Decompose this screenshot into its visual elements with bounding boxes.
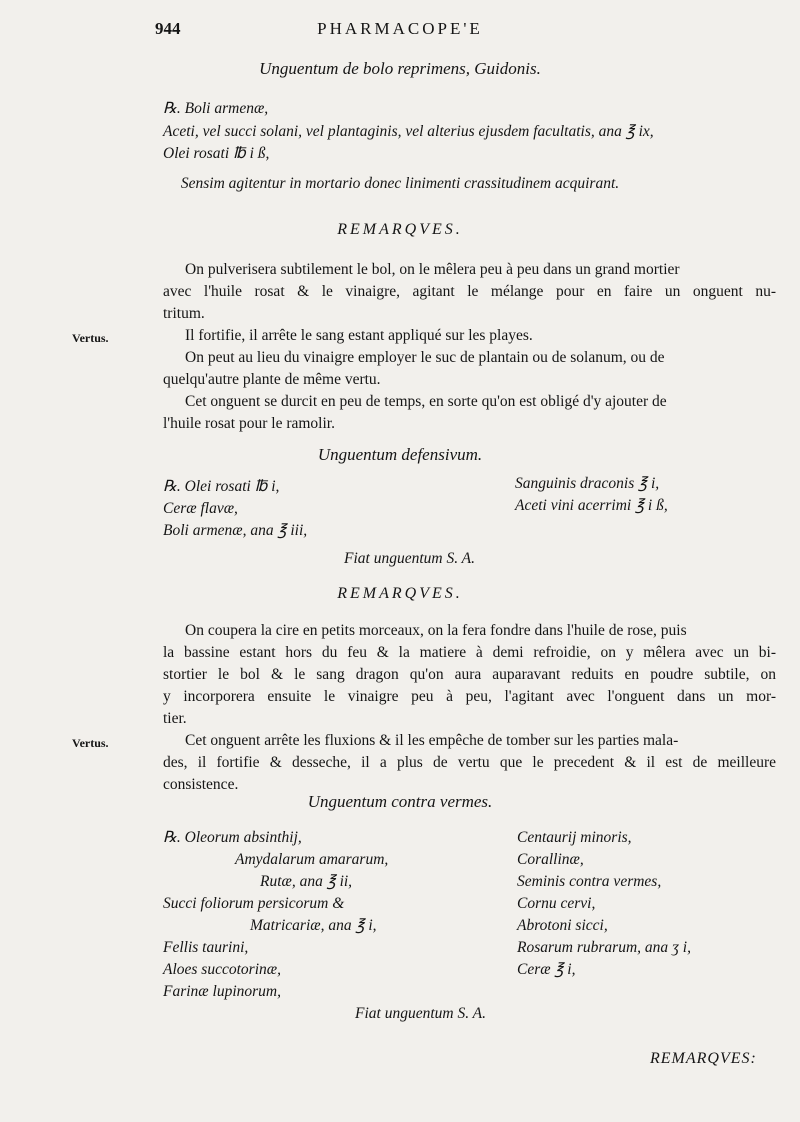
paragraph-line: la bassine estant hors du feu & la matiere à demi refroidie, on y mêlera avec un bi- [163, 644, 776, 661]
running-title: PHARMACOPE'E [317, 19, 483, 38]
paragraph-line: Cet onguent se durcit en peu de temps, en sorte qu'on est obligé d'y ajouter de [185, 393, 667, 410]
ingredient-line: Amydalarum amararum, [235, 851, 389, 868]
catchword: REMARQVES: [650, 1050, 757, 1067]
ingredient-line: ℞. Olei rosati ℔ i, [163, 478, 280, 495]
ingredient-line: Succi foliorum persicorum & [163, 895, 345, 912]
paragraph-line: des, il fortifie & desseche, il a plus de vertu que le precedent & il est de meilleure [163, 754, 776, 771]
fiat-line: Fiat unguentum S. A. [344, 550, 476, 567]
ingredient-line: ℞. Oleorum absinthij, [163, 829, 302, 846]
paragraph-line: stortier le bol & le sang dragon qu'on aura auparavant reduits en poudre subtile, on [163, 666, 776, 683]
paragraph-line: Cet onguent arrête les fluxions & il les empêche de tomber sur les parties mala- [185, 732, 679, 749]
paragraph-line: consistence. [163, 776, 239, 793]
paragraph-line: y incorporera ensuite le vinaigre peu à peu, l'agitant avec l'onguent dans un mor- [163, 688, 776, 705]
recipe-title: Unguentum de bolo reprimens, Guidonis. [259, 59, 541, 78]
ingredient-line: Farinæ lupinorum, [163, 983, 281, 1000]
remarks-heading: REMARQVES. [337, 585, 463, 602]
margin-label: Vertus. [72, 736, 109, 750]
recipe-title: Unguentum defensivum. [317, 445, 483, 464]
ingredient-line: Sanguinis draconis ℥ i, [515, 475, 660, 492]
ingredient-line: Cornu cervi, [517, 895, 596, 912]
paragraph-line: l'huile rosat pour le ramolir. [163, 415, 335, 432]
paragraph-line: tritum. [163, 305, 205, 322]
paragraph-line: Il fortifie, il arrête le sang estant appliqué sur les playes. [185, 327, 533, 344]
margin-label: Vertus. [72, 331, 109, 345]
ingredient-line: Boli armenæ, ana ℥ iii, [163, 522, 308, 539]
remarks-heading: REMARQVES. [337, 221, 463, 238]
ingredient-line: Rutæ, ana ℥ ii, [260, 873, 353, 890]
paragraph-line: avec l'huile rosat & le vinaigre, agitant le mélange pour en faire un onguent nu- [163, 283, 776, 300]
recipe-instruction: Sensim agitentur in mortario donec linimenti crassitudinem acquirant. [180, 175, 620, 192]
recipe-line: ℞. Boli armenæ, [163, 100, 269, 117]
ingredient-line: Aceti vini acerrimi ℥ i ß, [515, 497, 668, 514]
ingredient-line: Matricariæ, ana ℥ i, [250, 917, 377, 934]
recipe-title: Unguentum contra vermes. [307, 792, 493, 811]
page-number: 944 [155, 19, 181, 38]
recipe-line: Olei rosati ℔ i ß, [163, 145, 270, 162]
ingredient-line: Abrotoni sicci, [517, 917, 608, 934]
ingredient-line: Seminis contra vermes, [517, 873, 662, 890]
paragraph-line: tier. [163, 710, 187, 727]
paragraph-line: quelqu'autre plante de même vertu. [163, 371, 381, 388]
recipe-line: Aceti, vel succi solani, vel plantaginis, vel alterius ejusdem facultatis, ana ℥ ix, [163, 123, 654, 140]
paragraph-line: On peut au lieu du vinaigre employer le suc de plantain ou de solanum, ou de [185, 349, 665, 366]
ingredient-line: Fellis taurini, [163, 939, 249, 956]
paragraph-line: On pulverisera subtilement le bol, on le mêlera peu à peu dans un grand mortier [185, 261, 680, 278]
ingredient-line: Ceræ flavæ, [163, 500, 238, 517]
ingredient-line: Rosarum rubrarum, ana ʒ i, [517, 939, 691, 956]
paragraph-line: On coupera la cire en petits morceaux, on la fera fondre dans l'huile de rose, puis [185, 622, 687, 639]
ingredient-line: Centaurij minoris, [517, 829, 632, 846]
ingredient-line: Ceræ ℥ i, [517, 961, 576, 978]
ingredient-line: Corallinæ, [517, 851, 584, 868]
fiat-line: Fiat unguentum S. A. [355, 1005, 487, 1022]
ingredient-line: Aloes succotorinæ, [163, 961, 281, 978]
